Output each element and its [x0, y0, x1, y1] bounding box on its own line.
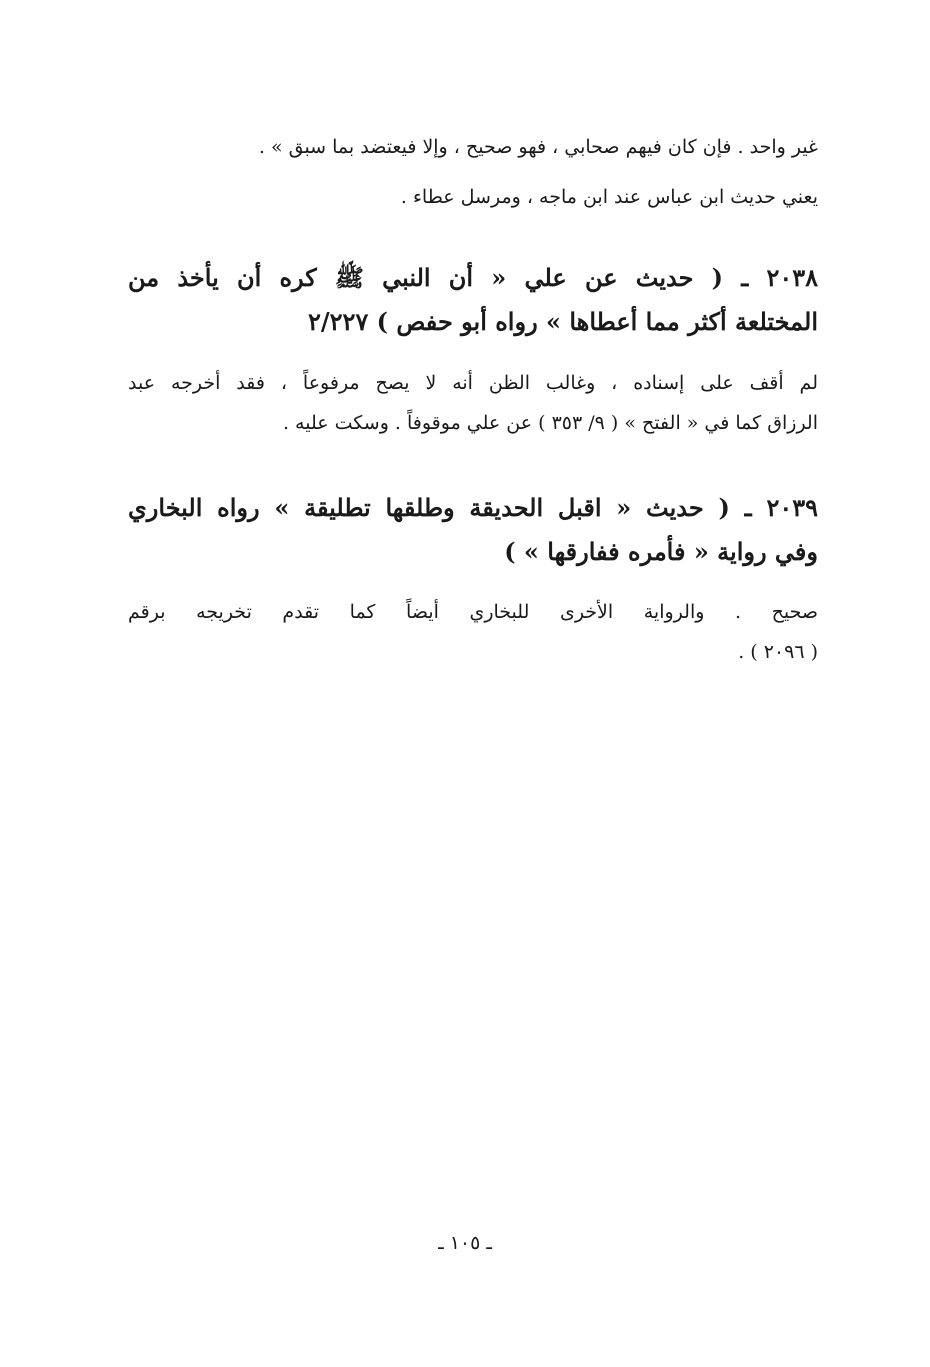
hadith-commentary [128, 363, 818, 443]
hadith-entry-heading [128, 486, 818, 574]
carry-over-line-1: غير واحد . فإن كان فيهم صحابي ، فهو صحيح ، وإلا فيعتضد بما سبق » . [258, 136, 818, 158]
hadith-heading-line-1: ٢٠٣٩ ـ ( حديث « اقبل الحديقة وطلقها تطليقة » رواه البخاري [128, 493, 818, 522]
carry-over-line-2: يعني حديث ابن عباس عند ابن ماجه ، ومرسل عطاء . [400, 186, 818, 208]
hadith-commentary [128, 592, 818, 672]
hadith-heading-line-2: المختلعة أكثر مما أعطاها » رواه أبو حفص ) ٢/٢٢٧ [308, 307, 818, 336]
carry-over-text [128, 122, 818, 222]
hadith-entry-heading [128, 256, 818, 344]
commentary-line-1: لم أقف على إسناده ، وغالب الظن أنه لا يصح مرفوعاً ، فقد أخرجه عبد [128, 372, 818, 394]
commentary-line-1: صحيح . والرواية الأخرى للبخاري أيضاً كما تقدم تخريجه برقم [128, 601, 818, 623]
hadith-heading-line-2: وفي رواية « فأمره ففارقها » ) [504, 537, 818, 566]
commentary-line-2: ( ٢٠٩٦ ) . [738, 641, 818, 663]
page-number: ـ ١٠٥ ـ [438, 1232, 492, 1254]
hadith-heading-line-1: ٢٠٣٨ ـ ( حديث عن علي « أن النبي ﷺ كره أن يأخذ من [128, 263, 818, 292]
commentary-line-2: الرزاق كما في « الفتح » ( ٩/ ٣٥٣ ) عن علي موقوفاً . وسكت عليه . [282, 412, 818, 434]
